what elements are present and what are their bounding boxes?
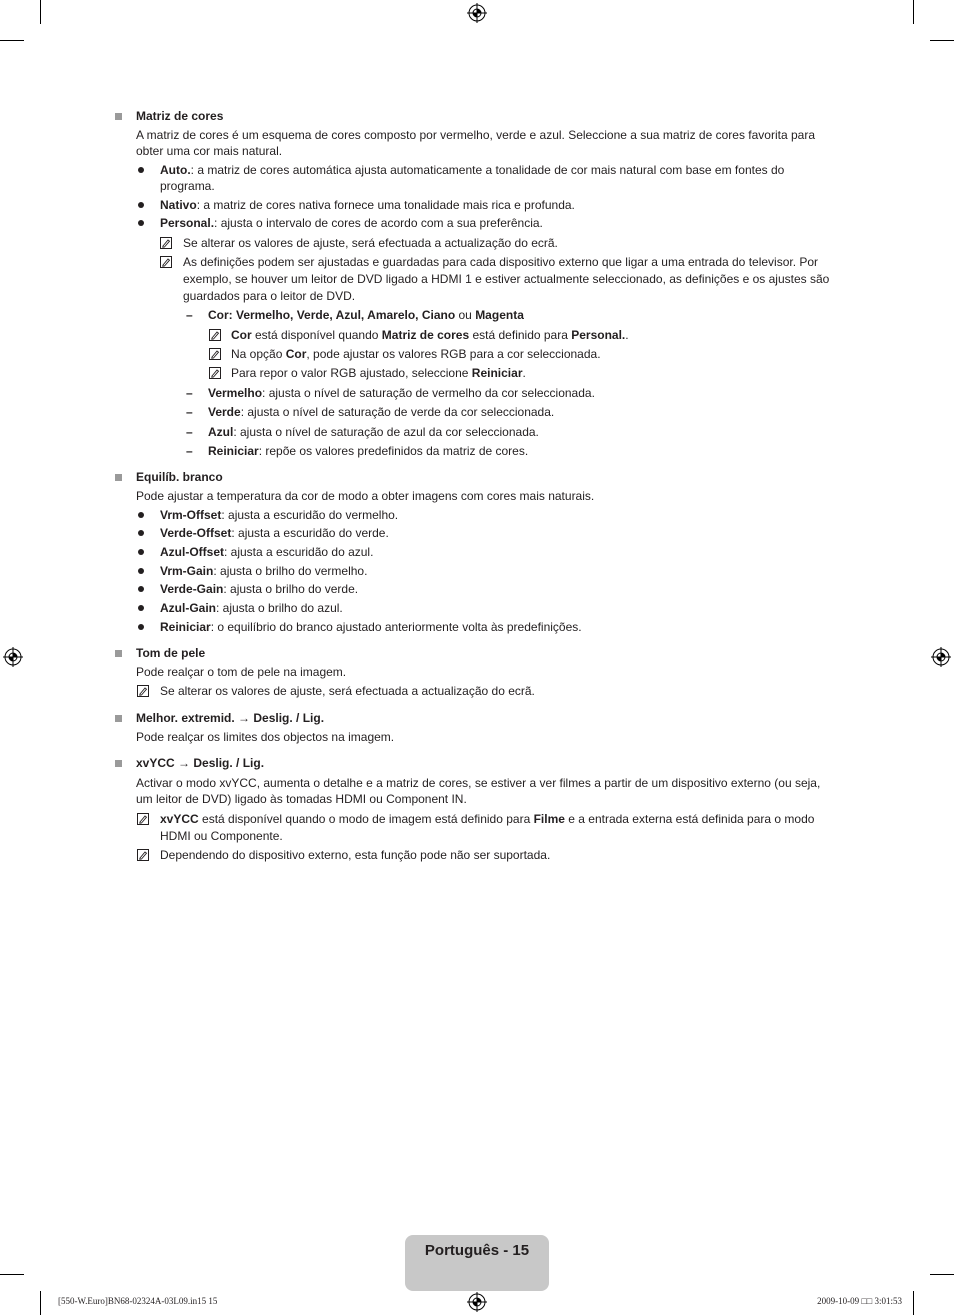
note-text: Se alterar os valores de ajuste, será efectuada a actualização do ecrã. xyxy=(183,236,558,250)
dash-bullet: – xyxy=(186,308,193,322)
paragraph: Pode realçar o tom de pele na imagem. xyxy=(136,665,347,679)
list-item: Nativo: a matriz de cores nativa fornece uma tonalidade mais rica e profunda. xyxy=(160,198,575,212)
section-title: xvYCC → Deslig. / Lig. xyxy=(136,756,265,770)
sub-item: Vermelho: ajusta o nível de saturação de vermelho da cor seleccionada. xyxy=(208,386,595,400)
section-title: Equilíb. branco xyxy=(136,470,223,484)
dash-bullet: – xyxy=(186,425,193,439)
note-icon xyxy=(160,237,172,249)
crop-mark xyxy=(0,40,24,41)
paragraph: um leitor de DVD) ligado às tomadas HDMI ou Component IN. xyxy=(136,792,467,806)
note-text: Se alterar os valores de ajuste, será efectuada a actualização do ecrã. xyxy=(160,684,535,698)
section-bullet-icon xyxy=(115,760,122,767)
print-slug-left: [550-W.Euro]BN68-02324A-03L09.in15 15 xyxy=(58,1296,218,1306)
paragraph: Activar o modo xvYCC, aumenta o detalhe e a matriz de cores, se estiver a ver filmes a partir de um dispositivo externo (ou seja, xyxy=(136,776,821,790)
note-icon xyxy=(209,348,221,360)
bullet-icon xyxy=(138,605,144,611)
note-icon xyxy=(137,849,149,861)
list-item: Verde-Gain: ajusta o brilho do verde. xyxy=(160,582,359,596)
registration-mark-icon xyxy=(467,1292,487,1312)
dash-bullet: – xyxy=(186,444,193,458)
section-bullet-icon xyxy=(115,474,122,481)
dash-bullet: – xyxy=(186,405,193,419)
list-item: Vrm-Offset: ajusta a escuridão do vermelho. xyxy=(160,508,399,522)
list-item: Azul-Offset: ajusta a escuridão do azul. xyxy=(160,545,374,559)
list-item-continuation: programa. xyxy=(160,179,215,193)
bullet-icon xyxy=(138,549,144,555)
crop-mark xyxy=(0,1274,24,1275)
list-item: Auto.: a matriz de cores automática ajusta automaticamente a tonalidade de cor mais natural com base em fontes do xyxy=(160,163,785,177)
bullet-icon xyxy=(138,202,144,208)
print-slug-right: 2009-10-09 □□ 3:01:53 xyxy=(817,1296,902,1306)
paragraph: Pode realçar os limites dos objectos na imagem. xyxy=(136,730,395,744)
bullet-icon xyxy=(138,568,144,574)
note-icon xyxy=(137,685,149,697)
paragraph: A matriz de cores é um esquema de cores composto por vermelho, verde e azul. Seleccione a sua matriz de cores favorita para xyxy=(136,128,815,142)
note-text: exemplo, se houver um leitor de DVD ligado a HDMI 1 e estiver actualmente seleccionado, as definições e os ajustes são xyxy=(183,272,830,286)
note-text: Para repor o valor RGB ajustado, seleccione Reiniciar. xyxy=(231,366,526,380)
section-title: Tom de pele xyxy=(136,646,206,660)
registration-mark-icon xyxy=(467,3,487,23)
crop-mark xyxy=(40,0,41,24)
bullet-icon xyxy=(138,512,144,518)
crop-mark xyxy=(40,1291,41,1315)
bullet-icon xyxy=(138,530,144,536)
dash-bullet: – xyxy=(186,386,193,400)
sub-item: Azul: ajusta o nível de saturação de azul da cor seleccionada. xyxy=(208,425,539,439)
page-number: Português - 15 xyxy=(424,1242,530,1259)
bullet-icon xyxy=(138,167,144,173)
note-icon xyxy=(209,367,221,379)
crop-mark xyxy=(913,0,914,24)
note-icon xyxy=(209,329,221,341)
sub-item: Reiniciar: repõe os valores predefinidos da matriz de cores. xyxy=(208,444,529,458)
note-text: Cor está disponível quando Matriz de cores está definido para Personal.. xyxy=(231,328,629,342)
bullet-icon xyxy=(138,624,144,630)
crop-mark xyxy=(930,40,954,41)
note-icon xyxy=(160,256,172,268)
note-text: Na opção Cor, pode ajustar os valores RGB para a cor seleccionada. xyxy=(231,347,601,361)
list-item: Azul-Gain: ajusta o brilho do azul. xyxy=(160,601,343,615)
crop-mark xyxy=(913,1291,914,1315)
section-bullet-icon xyxy=(115,650,122,657)
note-text: guardados para o leitor de DVD. xyxy=(183,289,356,303)
note-icon xyxy=(137,813,149,825)
section-title: Matriz de cores xyxy=(136,109,224,123)
paragraph: obter uma cor mais natural. xyxy=(136,144,283,158)
list-item: Reiniciar: o equilíbrio do branco ajustado anteriormente volta às predefinições. xyxy=(160,620,582,634)
paragraph: Pode ajustar a temperatura da cor de modo a obter imagens com cores mais naturais. xyxy=(136,489,595,503)
crop-mark xyxy=(930,1274,954,1275)
registration-mark-icon xyxy=(3,647,23,667)
sub-item: Verde: ajusta o nível de saturação de verde da cor seleccionada. xyxy=(208,405,555,419)
section-bullet-icon xyxy=(115,715,122,722)
list-item: Personal.: ajusta o intervalo de cores de acordo com a sua preferência. xyxy=(160,216,543,230)
section-bullet-icon xyxy=(115,113,122,120)
sub-item: Cor: Vermelho, Verde, Azul, Amarelo, Ciano ou Magenta xyxy=(208,308,524,322)
note-text: As definições podem ser ajustadas e guardadas para cada dispositivo externo que ligar a uma entrada do televisor. Por xyxy=(183,255,819,269)
note-text: xvYCC está disponível quando o modo de imagem está definido para Filme e a entrada externa está definida para o modo xyxy=(160,812,815,826)
section-title: Melhor. extremid. → Deslig. / Lig. xyxy=(136,711,325,725)
list-item: Vrm-Gain: ajusta o brilho do vermelho. xyxy=(160,564,368,578)
note-text: Dependendo do dispositivo externo, esta função pode não ser suportada. xyxy=(160,848,551,862)
bullet-icon xyxy=(138,586,144,592)
list-item: Verde-Offset: ajusta a escuridão do verde. xyxy=(160,526,389,540)
bullet-icon xyxy=(138,220,144,226)
registration-mark-icon xyxy=(931,647,951,667)
note-text: HDMI ou Componente. xyxy=(160,829,283,843)
